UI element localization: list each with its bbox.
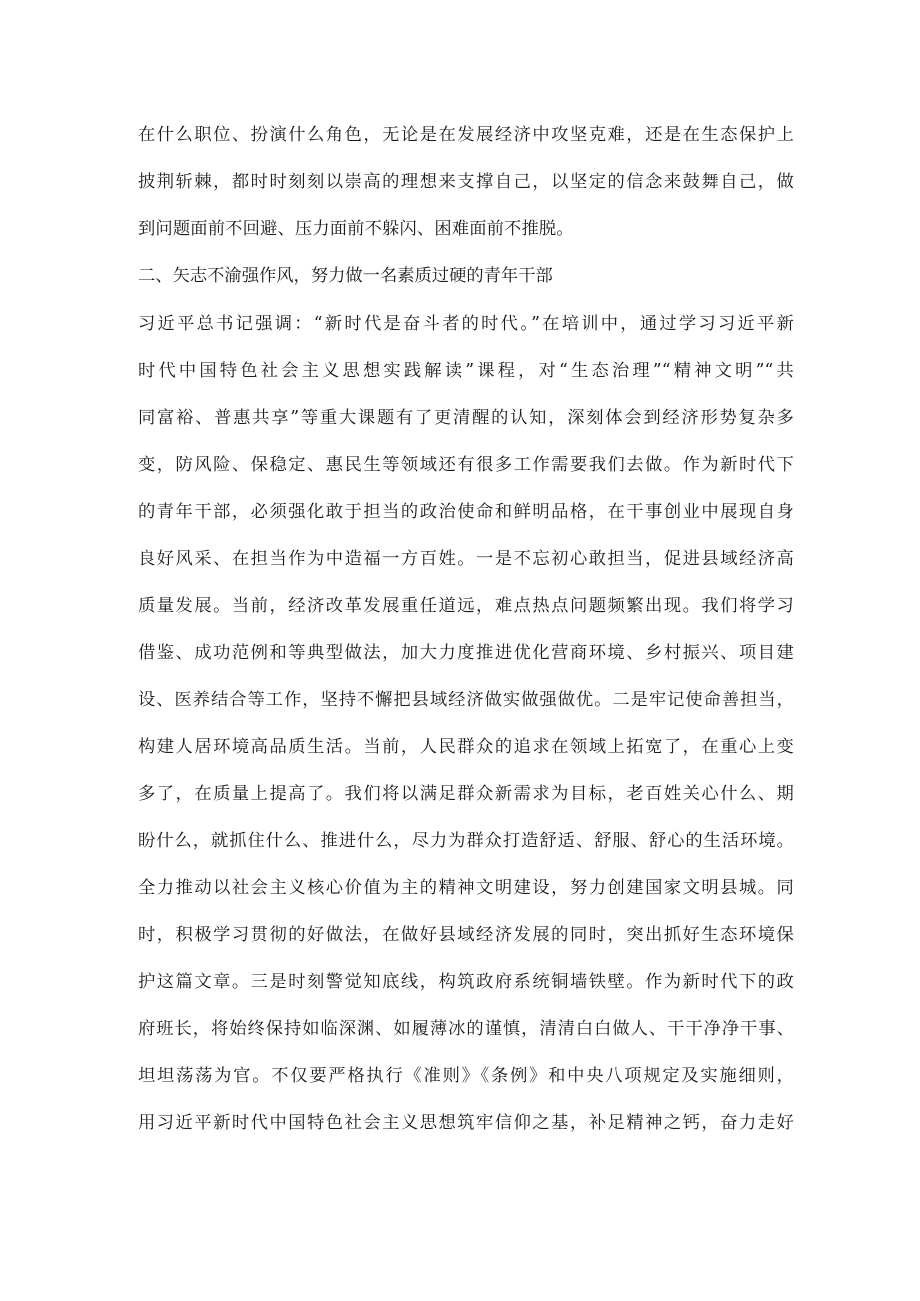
text-line: 时代中国特色社会主义思想实践解读”课程，对“生态治理”“精神文明”“共 xyxy=(138,361,794,381)
section-heading: 二、矢志不渝强作风，努力做一名素质过硬的青年干部 xyxy=(138,266,553,286)
text-line: 披荆斩棘，都时时刻刻以崇高的理想来支撑自己，以坚定的信念来鼓舞自己，做 xyxy=(138,172,794,192)
text-line: 的青年干部，必须强化敢于担当的政治使命和鲜明品格，在干事创业中展现自身 xyxy=(138,502,794,522)
text-line: 构建人居环境高品质生活。当前，人民群众的追求在领域上拓宽了，在重心上变 xyxy=(138,737,794,757)
text-line: 护这篇文章。三是时刻警觉知底线，构筑政府系统铜墙铁壁。作为新时代下的政 xyxy=(138,972,794,992)
text-line: 盼什么，就抓住什么、推进什么，尽力为群众打造舒适、舒服、舒心的生活环境。 xyxy=(138,831,794,851)
text-line: 设、医养结合等工作，坚持不懈把县域经济做实做强做优。二是牢记使命善担当， xyxy=(138,690,794,710)
text-line: 用习近平新时代中国特色社会主义思想筑牢信仰之基，补足精神之钙，奋力走好 xyxy=(138,1113,794,1133)
text-line: 府班长，将始终保持如临深渊、如履薄冰的谨慎，清清白白做人、干干净净干事、 xyxy=(138,1019,794,1039)
text-line: 多了，在质量上提高了。我们将以满足群众新需求为目标，老百姓关心什么、期 xyxy=(138,784,794,804)
text-line: 到问题面前不回避、压力面前不躲闪、困难面前不推脱。 xyxy=(138,219,574,239)
text-line: 习近平总书记强调：“新时代是奋斗者的时代。”在培训中，通过学习习近平新 xyxy=(138,314,794,334)
text-line: 在什么职位、扮演什么角色，无论是在发展经济中攻坚克难，还是在生态保护上 xyxy=(138,125,794,145)
text-line: 同富裕、普惠共享”等重大课题有了更清醒的认知，深刻体会到经济形势复杂多 xyxy=(138,408,794,428)
text-line: 借鉴、成功范例和等典型做法，加大力度推进优化营商环境、乡村振兴、项目建 xyxy=(138,643,794,663)
text-line: 质量发展。当前，经济改革发展重任道远，难点热点问题频繁出现。我们将学习 xyxy=(138,596,794,616)
text-line: 时，积极学习贯彻的好做法，在做好县域经济发展的同时，突出抓好生态环境保 xyxy=(138,925,794,945)
paragraph-continuation xyxy=(138,112,794,253)
text-line: 良好风采、在担当作为中造福一方百姓。一是不忘初心敢担当，促进县域经济高 xyxy=(138,549,794,569)
text-line: 变，防风险、保稳定、惠民生等领域还有很多工作需要我们去做。作为新时代下 xyxy=(138,455,794,475)
text-line: 坦坦荡荡为官。不仅要严格执行《准则》《条例》和中央八项规定及实施细则， xyxy=(138,1066,794,1086)
paragraph-body xyxy=(138,301,794,1147)
text-line: 全力推动以社会主义核心价值为主的精神文明建设，努力创建国家文明县城。同 xyxy=(138,878,794,898)
